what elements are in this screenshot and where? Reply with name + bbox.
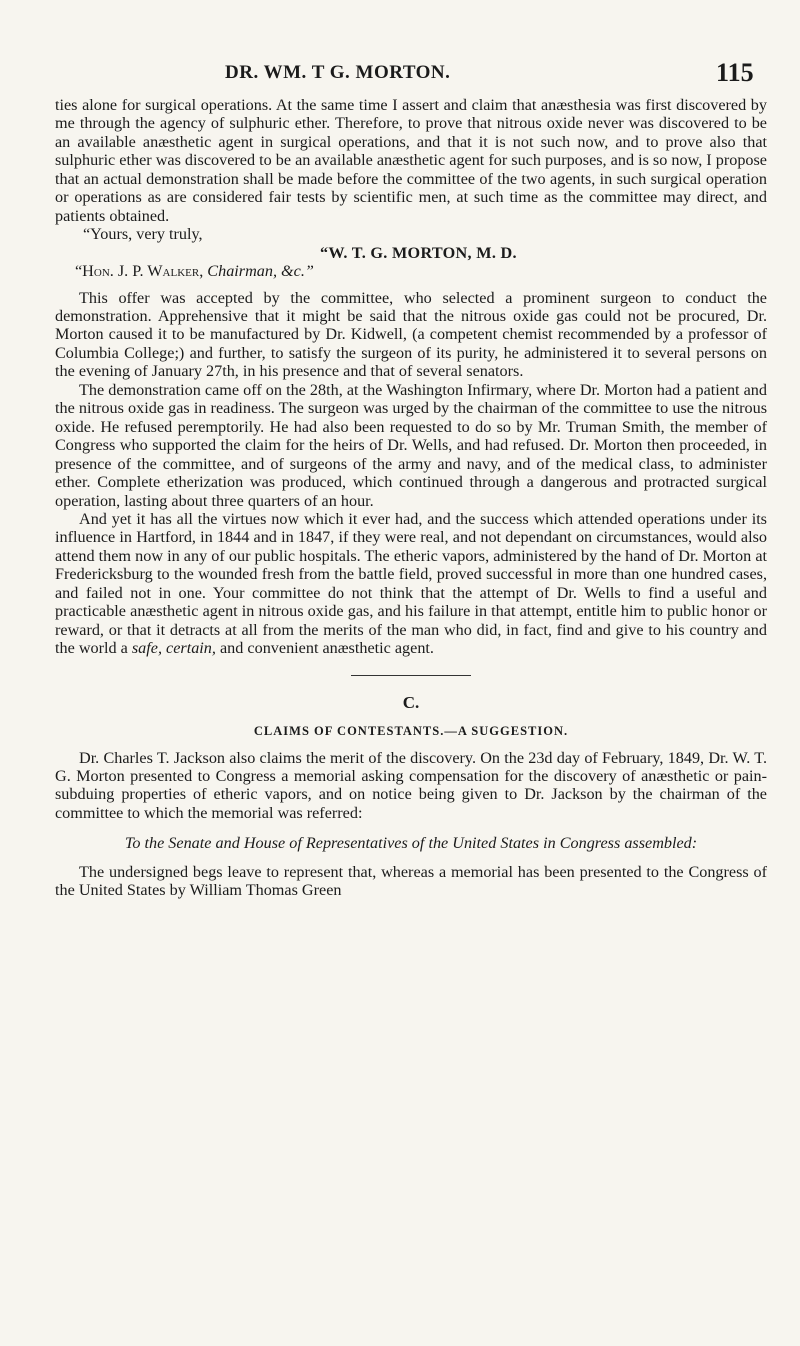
narrative-p3-emphasis: safe, certain, [131,639,216,658]
section-title: CLAIMS OF CONTESTANTS.—A SUGGESTION. [253,724,569,739]
addressee-role: Chairman, &c.” [207,262,314,281]
body-text [55,96,767,900]
letter-closing: “Yours, very truly, [83,225,203,244]
letter-addressee [55,262,767,280]
page-number: 115 [716,58,754,87]
memorial-text: The undersigned begs leave to represent that, whereas a memorial has been presented to the Congress of the United States by William Thomas Green [55,862,767,900]
running-head [0,58,800,88]
narrative-paragraph-1: This offer was accepted by the committee, who selected a prominent surgeon to conduct the demonstration. Apprehensive that it might be said that the nitrous oxide gas could not be procured, Dr. Morton caused it to be manufactured by Dr. Kidwell, (a competent chemist recommended by a professor of Columbia College;) and further, to satisfy the surgeon of its purity, he administered it to several persons on the evening of January 27th, in his presence and that of several senators. [55,288,767,381]
section-divider [351,675,471,676]
narrative-paragraph-3 [55,510,767,658]
narrative-paragraph-2: The demonstration came off on the 28th, at the Washington Infirmary, where Dr. Morton had a patient and the nitrous oxide gas in readiness. The surgeon was urged by the chairman of the committee to use the nitrous oxide. He refused peremptorily. He had also been requested to do so by Mr. Truman Smith, the member of Congress who supported the claim for the heirs of Dr. Wells, and had refused. Dr. Morton then proceeded, in presence of the committee, and of surgeons of the army and navy, and of the medical class, to administer ether. Complete etherization was produced, which continued through a dangerous and protracted surgical operation, lasting about three quarters of an hour. [55,380,767,510]
letter-paragraph: ties alone for surgical operations. At the same time I assert and claim that anæsthesia was first discovered by me through the agency of sulphuric ether. Therefore, to prove that nitrous oxide never was discovered to be an available anæsthetic agent in surgical operations, and that it is not such now, and to prove also that sulphuric ether was discovered to be an available anæsthetic agent for such purposes, and is so now, I propose that an actual demonstration shall be made before the committee of the two agents, in such surgical operation or operations as are considered fair tests by scientific men, at such time as the committee may direct, and patients obtained. [55,96,767,225]
addressee-name: “Hon. J. P. Walker, [75,262,204,281]
narrative-p3-end: and convenient anæsthetic agent. [215,639,434,658]
letter-signature: “W. T. G. MORTON, M. D. [320,243,517,262]
section-paragraph: Dr. Charles T. Jackson also claims the merit of the discovery. On the 23d day of February, 1849, Dr. W. T. G. Morton presented to Congress a memorial asking compensation for the discovery of anæsthetic or pain-subduing properties of etheric vapors, and on notice being given to Dr. Jackson by the chairman of the committee to which the memorial was referred: [55,748,767,822]
memorial-heading: To the Senate and House of Representatives of the United States in Congress assembled: [124,834,698,853]
section-letter: C. [402,692,420,712]
running-title: DR. WM. T G. MORTON. [225,62,451,83]
narrative-p3-start: And yet it has all the virtues now which it ever had, and the success which attended operations under its influence in Hartford, in 1844 and in 1847, if they were real, and not dependant on circumstances, would also attend them now in any of our public hospitals. The etheric vapors, administered by the hand of Dr. Morton at Fredericksburg to the wounded fresh from the battle field, proved successful in more than one hundred cases, and failed not in one. Your committee do not think that the attempt of Dr. Wells to find a useful and practicable anæsthetic agent in nitrous oxide gas, and his failure in that attempt, entitle him to public honor or reward, or that it detracts at all from the merits of the man who did, in fact, find and give to his country and the world a [55,509,767,658]
